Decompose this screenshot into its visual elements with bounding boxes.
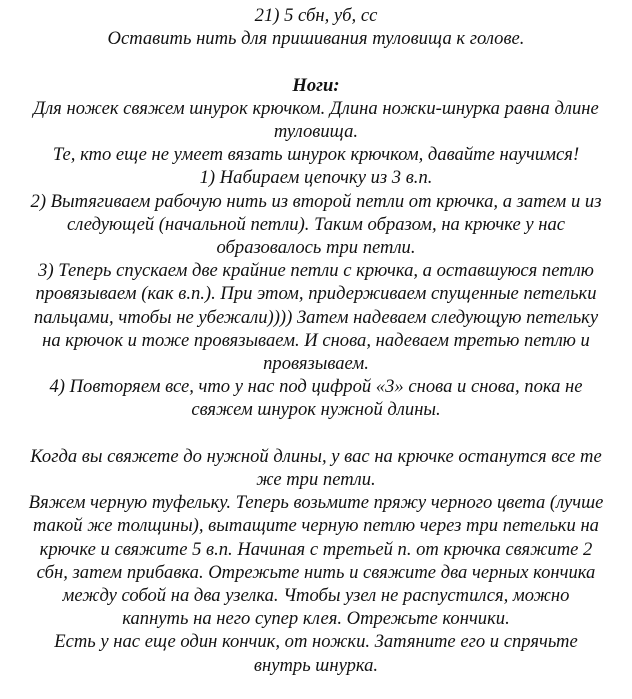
paragraph-gap bbox=[6, 50, 626, 73]
shoe-section bbox=[6, 445, 626, 677]
text-line: на крючок и тоже провязываем. И снова, надеваем третью петлю и bbox=[42, 329, 590, 351]
step-21-line: 21) 5 сбн, уб, сс bbox=[254, 5, 378, 26]
intro-line: Оставить нить для пришивания туловища к голове. bbox=[107, 28, 525, 50]
text-line: провязываем. bbox=[263, 353, 369, 375]
legs-section bbox=[6, 97, 626, 422]
text-line: 4) Повторяем все, что у нас под цифрой «3» снова и снова, пока не bbox=[49, 376, 583, 398]
text-line: Вяжем черную туфельку. Теперь возьмите пряжу черного цвета (лучше bbox=[28, 492, 604, 514]
text-line: туловища. bbox=[273, 121, 359, 142]
text-line: провязываем (как в.п.). При этом, придерживаем спущенные петельки bbox=[35, 283, 597, 305]
text-line: свяжем шнурок нужной длины. bbox=[191, 399, 441, 421]
text-line: следующей (начальной петли). Таким образом, на крючке у нас bbox=[66, 213, 566, 235]
text-line: пальцами, чтобы не убежали)))) Затем надеваем следующую петельку bbox=[33, 306, 599, 328]
text-line: 1) Набираем цепочку из 3 в.п. bbox=[199, 167, 433, 189]
text-line: 2) Вытягиваем рабочую нить из второй петли от крючка, а затем и из bbox=[30, 190, 602, 212]
text-line: между собой на два узелка. Чтобы узел не распустился, можно bbox=[62, 585, 570, 607]
text-line: Когда вы свяжете до нужной длины, у вас на крючке останутся все те bbox=[30, 445, 602, 467]
text-line: такой же толщины), вытащите черную петлю через три петельки на bbox=[33, 515, 599, 537]
text-line: Для ножек свяжем шнурок крючком. Длина ножки-шнурка равна длине bbox=[33, 97, 599, 119]
text-line: же три петли. bbox=[256, 469, 376, 491]
text-line: капнуть на него супер клея. Отрежьте кончики. bbox=[122, 608, 510, 630]
text-line: 3) Теперь спускаем две крайние петли с крючка, а оставшуюся петлю bbox=[38, 260, 594, 282]
text-line: Есть у нас еще один кончик, от ножки. Затяните его и спрячьте bbox=[54, 631, 578, 653]
text-line: образовалось три петли. bbox=[216, 237, 416, 259]
text-line: крючке и свяжите 5 в.п. Начиная с третьей п. от крючка свяжите 2 bbox=[39, 538, 593, 560]
paragraph-gap bbox=[6, 422, 626, 445]
text-line: внутрь шнурка. bbox=[253, 654, 379, 676]
legs-heading: Ноги: bbox=[292, 74, 340, 96]
text-line: Те, кто еще не умеет вязать шнурок крючком, давайте научимся! bbox=[52, 144, 580, 166]
text-line: сбн, затем прибавка. Отрежьте нить и свяжите два черных кончика bbox=[36, 561, 596, 583]
